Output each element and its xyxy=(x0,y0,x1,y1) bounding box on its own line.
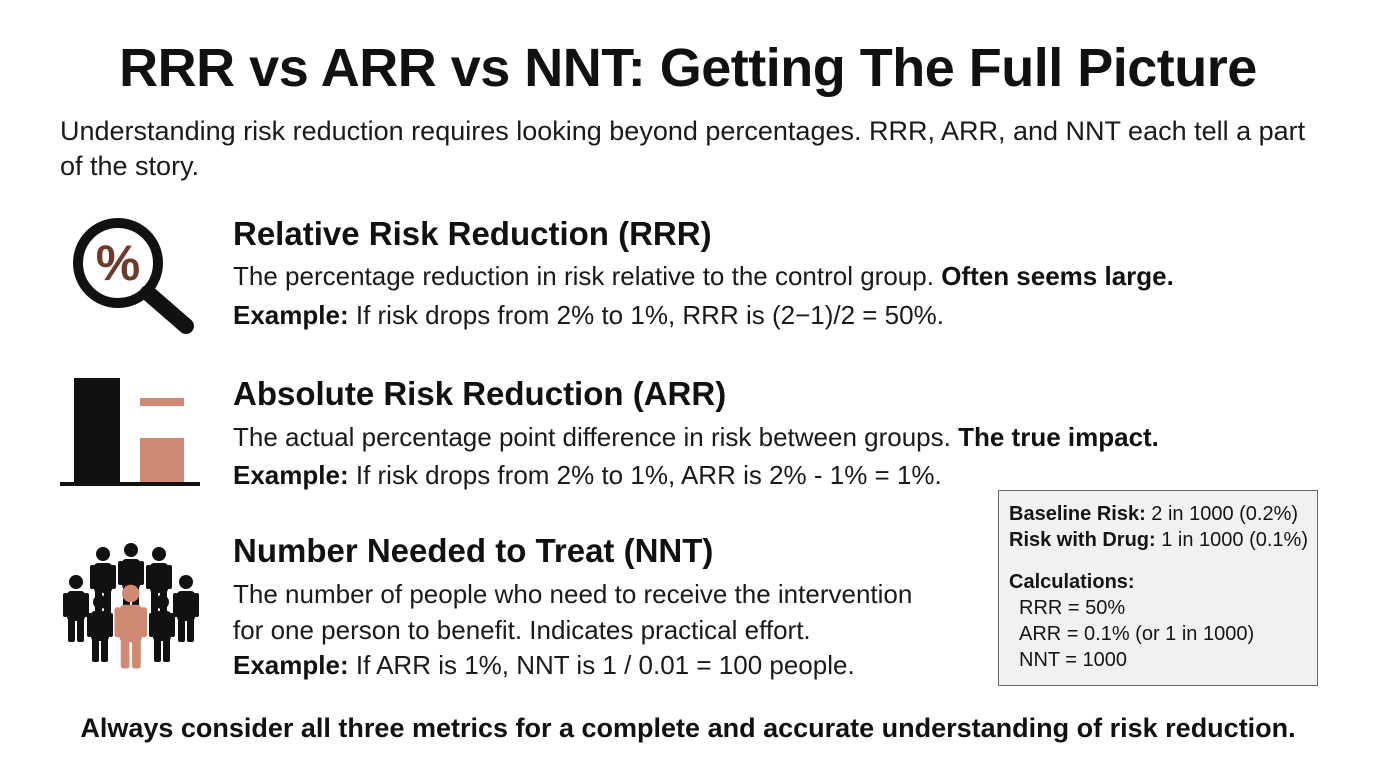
calculations-label: Calculations: xyxy=(1009,571,1135,593)
nnt-heading: Number Needed to Treat (NNT) xyxy=(233,532,714,569)
nnt-example-label: Example: xyxy=(233,650,349,680)
drug-risk-row xyxy=(1009,527,1307,553)
arr-heading: Absolute Risk Reduction (ARR) xyxy=(233,375,727,412)
intro-text: Understanding risk reduction requires looking beyond percentages. RRR, ARR, and NNT each tell a part of the story. xyxy=(60,116,1306,181)
nnt-example-text: If ARR is 1%, NNT is 1 / 0.01 = 100 people. xyxy=(355,650,855,680)
calc-rrr: RRR = 50% xyxy=(1019,597,1126,619)
bar-comparison-icon xyxy=(56,372,206,490)
rrr-description-text: The percentage reduction in risk relative to the control group. xyxy=(233,261,934,291)
nnt-example xyxy=(233,648,855,682)
arr-example xyxy=(233,458,942,492)
drug-risk-label: Risk with Drug: xyxy=(1009,529,1156,551)
rrr-emphasis: Often seems large. xyxy=(941,261,1174,291)
svg-text:%: % xyxy=(95,235,141,291)
arr-emphasis: The true impact. xyxy=(958,422,1159,452)
rrr-example xyxy=(233,298,944,332)
magnifier-percent-icon xyxy=(56,208,206,338)
page-title: RRR vs ARR vs NNT: Getting The Full Picture xyxy=(119,38,1257,98)
footer-summary: Always consider all three metrics for a complete and accurate understanding of risk reduction. xyxy=(80,713,1296,743)
calculation-box xyxy=(998,490,1318,686)
people-group-icon xyxy=(56,540,206,670)
arr-example-label: Example: xyxy=(233,460,349,490)
nnt-description-line1: The number of people who need to receive the intervention xyxy=(233,579,913,609)
arr-description-text: The actual percentage point difference in risk between groups. xyxy=(233,422,951,452)
rrr-heading: Relative Risk Reduction (RRR) xyxy=(233,215,712,252)
calc-arr: ARR = 0.1% (or 1 in 1000) xyxy=(1019,623,1255,645)
arr-example-text: If risk drops from 2% to 1%, ARR is 2% - 1% = 1%. xyxy=(355,460,942,490)
baseline-risk-value: 2 in 1000 (0.2%) xyxy=(1151,503,1299,525)
rrr-example-label: Example: xyxy=(233,300,349,330)
baseline-risk-row xyxy=(1009,501,1307,527)
drug-risk-value: 1 in 1000 (0.1%) xyxy=(1161,529,1308,551)
calc-nnt: NNT = 1000 xyxy=(1019,649,1128,671)
rrr-example-text: If risk drops from 2% to 1%, RRR is (2−1)/2 = 50%. xyxy=(355,300,944,330)
nnt-description xyxy=(233,576,912,648)
baseline-risk-label: Baseline Risk: xyxy=(1009,503,1146,525)
arr-description xyxy=(233,419,1159,455)
rrr-description xyxy=(233,258,1174,294)
calculations-heading xyxy=(1009,569,1307,595)
nnt-description-line2: for one person to benefit. Indicates practical effort. xyxy=(233,615,811,645)
